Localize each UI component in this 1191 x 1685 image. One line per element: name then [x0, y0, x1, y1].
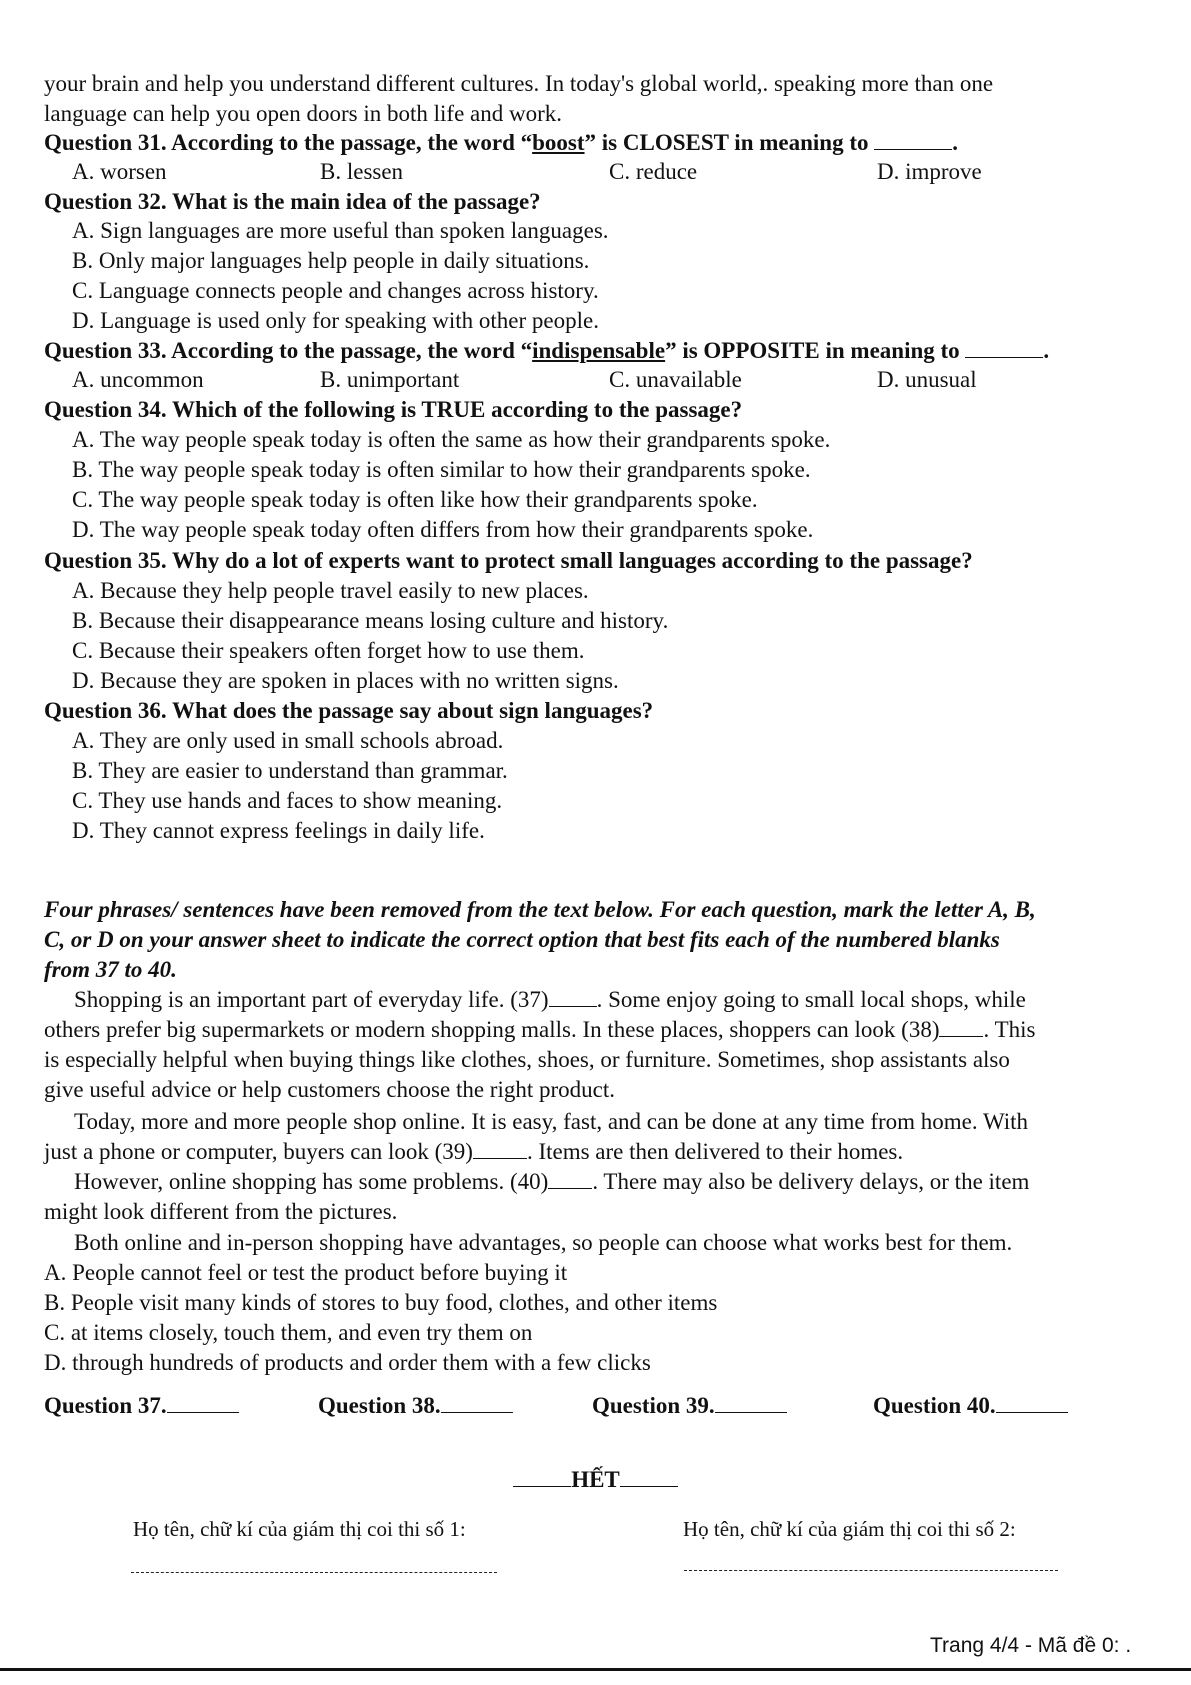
answer-label: Question 38. — [318, 1393, 441, 1418]
answer-label: Question 37. — [44, 1393, 167, 1418]
passage-line-8: might look different from the pictures. — [44, 1199, 398, 1224]
q31-word: boost — [532, 130, 585, 155]
fill-option-d[interactable]: D. through hundreds of products and order them with a few clicks — [44, 1350, 651, 1375]
page-footer: Trang 4/4 - Mã đề 0: . — [930, 1634, 1132, 1657]
answer-label: Question 40. — [873, 1393, 996, 1418]
q36-option-b[interactable]: B. They are easier to understand than grammar. — [72, 758, 508, 783]
q32-option-b[interactable]: B. Only major languages help people in daily situations. — [72, 248, 590, 273]
instruction-line-1: Four phrases/ sentences have been removed from the text below. For each question, mark the letter A, B, — [44, 897, 1036, 922]
q33-option-d[interactable]: D. unusual — [877, 367, 977, 392]
bottom-rule — [0, 1668, 1191, 1671]
passage-text: . Some enjoy going to small local shops, while — [596, 987, 1026, 1012]
passage-text: others prefer big supermarkets or modern shopping malls. In these places, shoppers can look (38) — [44, 1017, 940, 1042]
answer-40 — [873, 1392, 1068, 1420]
instruction-line-3: from 37 to 40. — [44, 957, 177, 982]
q34-option-c[interactable]: C. The way people speak today is often like how their grandparents spoke. — [72, 487, 758, 512]
answer-37 — [44, 1392, 239, 1420]
passage-text: However, online shopping has some problems. (40) — [74, 1169, 549, 1194]
proctor-2-label: Họ tên, chữ kí của giám thị coi thi số 2: — [683, 1517, 1016, 1541]
q35-option-a[interactable]: A. Because they help people travel easily to new places. — [72, 578, 589, 603]
question-35: Question 35. Why do a lot of experts want to protect small languages according to the passage? — [44, 548, 973, 573]
q34-option-a[interactable]: A. The way people speak today is often the same as how their grandparents spoke. — [72, 427, 831, 452]
q31-post: ” is CLOSEST in meaning to — [584, 130, 869, 155]
answer-38-blank[interactable] — [441, 1394, 513, 1413]
answer-39-blank[interactable] — [715, 1394, 787, 1413]
answer-40-blank[interactable] — [996, 1394, 1068, 1413]
passage-line-7 — [74, 1168, 1029, 1196]
end-mark — [0, 1466, 1191, 1494]
q31-option-a[interactable]: A. worsen — [72, 159, 167, 184]
passage-text: . Items are then delivered to their homes. — [526, 1139, 904, 1164]
question-36: Question 36. What does the passage say about sign languages? — [44, 698, 654, 723]
question-34: Question 34. Which of the following is TRUE according to the passage? — [44, 397, 743, 422]
q35-option-d[interactable]: D. Because they are spoken in places with no written signs. — [72, 668, 619, 693]
q34-option-b[interactable]: B. The way people speak today is often similar to how their grandparents spoke. — [72, 457, 811, 482]
q32-option-d[interactable]: D. Language is used only for speaking with other people. — [72, 308, 599, 333]
instruction-line-2: C, or D on your answer sheet to indicate the correct option that best fits each of the numbered blanks — [44, 927, 1000, 952]
end-mark-text: HẾT — [571, 1467, 620, 1492]
q33-end: . — [1043, 338, 1050, 363]
blank-38 — [939, 1018, 983, 1037]
answer-39 — [592, 1392, 787, 1420]
q31-blank — [874, 131, 952, 150]
q33-option-b[interactable]: B. unimportant — [320, 367, 460, 392]
passage-line-3: is especially helpful when buying things like clothes, shoes, or furniture. Sometimes, shop assistants also — [44, 1047, 1010, 1072]
q31-end: . — [952, 130, 958, 155]
answer-label: Question 39. — [592, 1393, 715, 1418]
q31-pre: Question 31. According to the passage, the word “ — [44, 130, 533, 155]
proctor-1-label: Họ tên, chữ kí của giám thị coi thi số 1: — [133, 1517, 466, 1541]
q32-option-c[interactable]: C. Language connects people and changes across history. — [72, 278, 599, 303]
answer-37-blank[interactable] — [167, 1394, 239, 1413]
q31-option-c[interactable]: C. reduce — [609, 159, 698, 184]
q33-option-a[interactable]: A. uncommon — [72, 367, 204, 392]
q32-option-a[interactable]: A. Sign languages are more useful than spoken languages. — [72, 218, 609, 243]
passage-line-6 — [44, 1138, 903, 1166]
q33-option-c[interactable]: C. unavailable — [609, 367, 742, 392]
passage-line-4: give useful advice or help customers choose the right product. — [44, 1077, 616, 1102]
q33-word: indispensable — [532, 338, 666, 363]
proctor-2-signature-line[interactable] — [684, 1570, 1058, 1571]
q36-option-d[interactable]: D. They cannot express feelings in daily life. — [72, 818, 485, 843]
intro-line-1: your brain and help you understand different cultures. In today's global world,. speaking more than one — [44, 71, 994, 96]
question-33 — [44, 337, 1049, 365]
proctor-1-signature-line[interactable] — [131, 1572, 497, 1573]
answer-38 — [318, 1392, 513, 1420]
question-32: Question 32. What is the main idea of the passage? — [44, 189, 541, 214]
passage-line-9: Both online and in-person shopping have advantages, so people can choose what works best for them. — [74, 1230, 1013, 1255]
passage-text: . This — [983, 1017, 1036, 1042]
blank-37 — [549, 988, 597, 1007]
fill-option-c[interactable]: C. at items closely, touch them, and even try them on — [44, 1320, 533, 1345]
q31-option-d[interactable]: D. improve — [877, 159, 982, 184]
end-rule-left — [513, 1472, 571, 1487]
passage-text: . There may also be delivery delays, or the item — [592, 1169, 1030, 1194]
blank-39 — [473, 1140, 527, 1159]
passage-line-5: Today, more and more people shop online. It is easy, fast, and can be done at any time from home. With — [74, 1109, 1029, 1134]
q33-pre: Question 33. According to the passage, the word “ — [44, 338, 533, 363]
q31-option-b[interactable]: B. lessen — [320, 159, 404, 184]
q35-option-b[interactable]: B. Because their disappearance means losing culture and history. — [72, 608, 669, 633]
q34-option-d[interactable]: D. The way people speak today often differs from how their grandparents spoke. — [72, 517, 814, 542]
end-rule-right — [620, 1472, 678, 1487]
q33-blank — [965, 339, 1043, 358]
q36-option-a[interactable]: A. They are only used in small schools abroad. — [72, 728, 504, 753]
intro-line-2: language can help you open doors in both life and work. — [44, 101, 563, 126]
fill-option-b[interactable]: B. People visit many kinds of stores to buy food, clothes, and other items — [44, 1290, 718, 1315]
q36-option-c[interactable]: C. They use hands and faces to show meaning. — [72, 788, 503, 813]
q35-option-c[interactable]: C. Because their speakers often forget how to use them. — [72, 638, 585, 663]
passage-line-1 — [74, 986, 1026, 1014]
passage-line-2 — [44, 1016, 1035, 1044]
passage-text: just a phone or computer, buyers can look (39) — [44, 1139, 473, 1164]
blank-40 — [548, 1170, 592, 1189]
passage-text: Shopping is an important part of everyday life. (37) — [74, 987, 549, 1012]
question-31 — [44, 129, 958, 157]
q33-post: ” is OPPOSITE in meaning to — [665, 338, 960, 363]
fill-option-a[interactable]: A. People cannot feel or test the product before buying it — [44, 1260, 568, 1285]
